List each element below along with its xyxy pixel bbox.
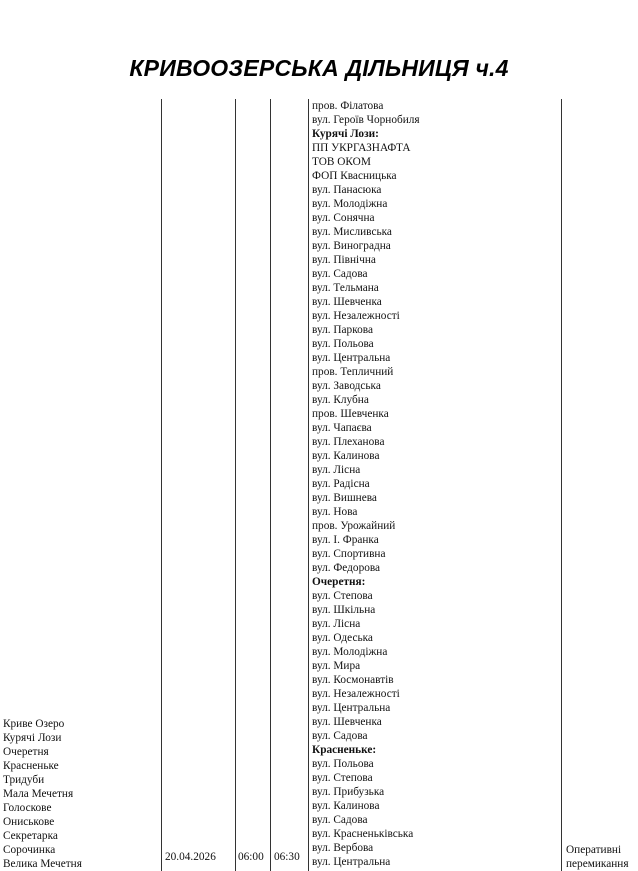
street-item: вул. Спортивна — [312, 548, 386, 560]
end-time-cell: 06:30 — [274, 851, 300, 863]
street-item: вул. Степова — [312, 590, 373, 602]
column-divider — [235, 99, 236, 871]
street-item: вул. Молодіжна — [312, 646, 388, 658]
street-item: ТОВ ОКОМ — [312, 156, 371, 168]
street-item: вул. Незалежності — [312, 688, 400, 700]
street-item: вул. Космонавтів — [312, 674, 394, 686]
street-item: вул. Центральна — [312, 702, 391, 714]
street-item: вул. Федорова — [312, 562, 381, 574]
street-item: вул. Паркова — [312, 324, 373, 336]
street-item: вул. Красненьківська — [312, 828, 414, 840]
street-item: пров. Урожайний — [312, 520, 396, 532]
street-item: вул. Степова — [312, 772, 373, 784]
street-item: пров. Філатова — [312, 100, 384, 112]
settlement-item: Секретарка — [3, 830, 58, 842]
street-item: вул. Польова — [312, 758, 374, 770]
date-cell: 20.04.2026 — [165, 851, 216, 863]
street-item: вул. Прибузька — [312, 786, 385, 798]
street-item: вул. Чапаєва — [312, 422, 372, 434]
street-item: ПП УКРГАЗНАФТА — [312, 142, 411, 154]
street-item: вул. Незалежності — [312, 310, 400, 322]
settlement-item: Очеретня — [3, 746, 49, 758]
street-item: пров. Шевченка — [312, 408, 389, 420]
column-divider — [161, 99, 162, 871]
street-item: вул. Вишнева — [312, 492, 377, 504]
street-item: вул. Садова — [312, 814, 368, 826]
settlement-list — [3, 717, 161, 871]
street-item: ФОП Квасницька — [312, 170, 397, 182]
street-item: вул. Шевченка — [312, 296, 382, 308]
street-item: вул. Мисливська — [312, 226, 392, 238]
street-item: вул. Садова — [312, 730, 368, 742]
settlement-item: Тридуби — [3, 774, 45, 786]
reason-line: Оперативні — [566, 844, 622, 856]
page-title: КРИВООЗЕРСЬКА ДІЛЬНИЦЯ ч.4 — [129, 55, 509, 81]
settlement-item: Красненьке — [3, 760, 59, 772]
settlement-heading: Очеретня: — [312, 576, 366, 588]
street-item: вул. Шевченка — [312, 716, 382, 728]
street-item: вул. Панасюка — [312, 184, 382, 196]
street-item: вул. Мира — [312, 660, 361, 672]
street-item: вул. Героїв Чорнобиля — [312, 114, 420, 126]
settlement-item: Ониськове — [3, 816, 55, 828]
settlement-item: Велика Мечетня — [3, 858, 82, 870]
street-item: вул. Лісна — [312, 464, 361, 476]
street-item: вул. І. Франка — [312, 534, 379, 546]
street-item: вул. Молодіжна — [312, 198, 388, 210]
street-item: вул. Заводська — [312, 380, 381, 392]
start-time-cell: 06:00 — [238, 851, 264, 863]
street-item: вул. Вербова — [312, 842, 374, 854]
settlement-heading: Курячі Лози: — [312, 128, 379, 140]
street-item: вул. Центральна — [312, 352, 391, 364]
street-item: вул. Плеханова — [312, 436, 385, 448]
street-item: вул. Сонячна — [312, 212, 375, 224]
street-item: вул. Шкільна — [312, 604, 376, 616]
street-item: вул. Садова — [312, 268, 368, 280]
column-divider — [308, 99, 309, 871]
street-item: вул. Центральна — [312, 856, 391, 868]
street-item: вул. Лісна — [312, 618, 361, 630]
column-divider — [270, 99, 271, 871]
reason-line: перемикання — [566, 858, 629, 870]
settlement-item: Криве Озеро — [3, 718, 65, 730]
street-item: вул. Польова — [312, 338, 374, 350]
settlement-item: Курячі Лози — [3, 732, 62, 744]
street-item: вул. Одеська — [312, 632, 373, 644]
settlement-item: Мала Мечетня — [3, 788, 74, 800]
street-item: вул. Північна — [312, 254, 376, 266]
settlement-heading: Красненьке: — [312, 744, 377, 756]
settlement-item: Сорочинка — [3, 844, 56, 856]
street-item: вул. Радісна — [312, 478, 370, 490]
street-item: вул. Тельмана — [312, 282, 379, 294]
street-item: пров. Тепличний — [312, 366, 394, 378]
reason-cell — [566, 843, 638, 871]
street-item: вул. Калинова — [312, 450, 380, 462]
street-item: вул. Нова — [312, 506, 358, 518]
street-list — [312, 99, 562, 869]
street-item: вул. Калинова — [312, 800, 380, 812]
street-item: вул. Клубна — [312, 394, 369, 406]
settlement-item: Голоскове — [3, 802, 52, 814]
street-item: вул. Виноградна — [312, 240, 391, 252]
